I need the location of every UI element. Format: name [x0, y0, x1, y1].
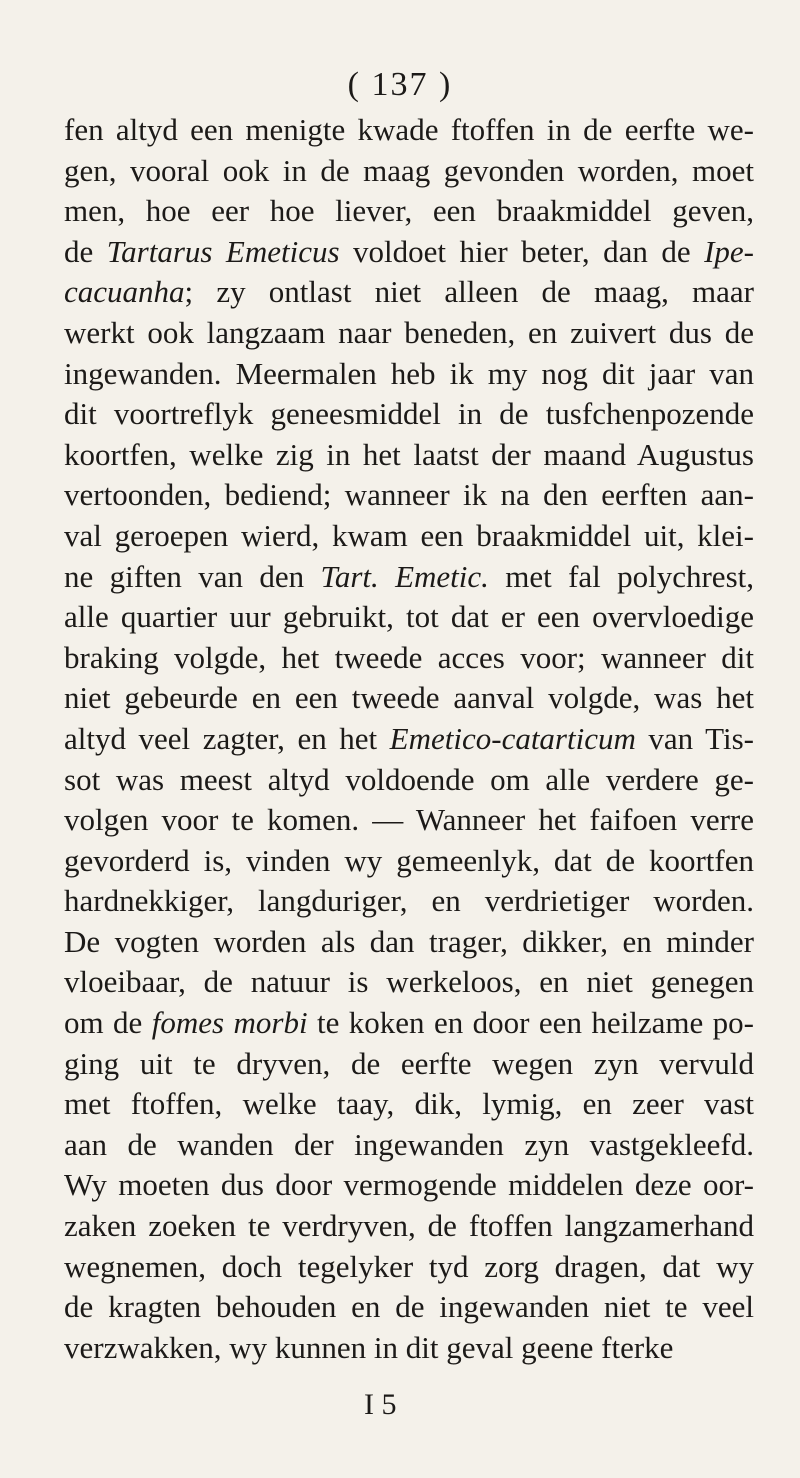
text-span: voldoet hier beter, dan de — [339, 233, 705, 269]
page-number: ( 137 ) — [347, 66, 453, 103]
body-text — [64, 110, 754, 1368]
text-line — [64, 962, 754, 1003]
text-span: vloeibaar, de natuur is werkeloos, en niet genegen — [64, 964, 754, 1000]
text-line — [64, 678, 754, 719]
text-span: vertoonden, bediend; wanneer ik na den eerften aan- — [64, 477, 754, 513]
italic-term: Tart. Emetic. — [320, 558, 489, 594]
text-line — [64, 1044, 754, 1085]
text-span: altyd veel zagter, en het — [64, 720, 390, 756]
text-span: De vogten worden als dan trager, dikker, en minder — [64, 923, 754, 959]
text-line — [64, 354, 754, 395]
text-line — [64, 557, 754, 598]
text-span: ingewanden. Meermalen heb ik my nog dit jaar van — [64, 355, 754, 391]
text-line — [64, 151, 754, 192]
text-line — [64, 1206, 754, 1247]
italic-term: Ipe- — [704, 233, 754, 269]
text-line — [64, 1084, 754, 1125]
italic-term: Tartarus Emeticus — [106, 233, 340, 269]
text-line — [64, 1287, 754, 1328]
text-span: te koken en door een heilzame po- — [307, 1005, 755, 1041]
text-line — [64, 313, 754, 354]
text-span: alle quartier uur gebruikt, tot dat er een overvloedige — [64, 599, 754, 635]
text-line — [64, 475, 754, 516]
text-line — [64, 760, 754, 801]
text-line — [64, 1247, 754, 1288]
text-line — [64, 597, 754, 638]
italic-term: fomes morbi — [151, 1005, 308, 1041]
text-span: sot was meest altyd voldoende om alle verdere ge- — [64, 761, 754, 797]
text-line — [64, 841, 754, 882]
text-line — [64, 719, 754, 760]
italic-term: cacuanha — [64, 274, 185, 310]
text-span: gen, vooral ook in de maag gevonden worden, moet — [64, 152, 754, 188]
text-line — [64, 394, 754, 435]
signature-mark: I 5 — [364, 1388, 397, 1421]
text-line — [64, 1003, 754, 1044]
text-span: wegnemen, doch tegelyker tyd zorg dragen, dat wy — [64, 1248, 754, 1284]
text-span: ; zy ontlast niet alleen de maag, maar — [184, 274, 754, 310]
text-span: val geroepen wierd, kwam een braakmiddel uit, klei- — [64, 517, 754, 553]
text-line — [64, 1328, 754, 1369]
text-span: werkt ook langzaam naar beneden, en zuivert dus de — [64, 314, 754, 350]
text-line — [64, 638, 754, 679]
text-line — [64, 110, 754, 151]
text-span: van Tis- — [635, 720, 754, 756]
text-span: ging uit te dryven, de eerfte wegen zyn vervuld — [64, 1045, 754, 1081]
text-span: koortfen, welke zig in het laatst der maand Augustus — [64, 436, 754, 472]
text-span: de kragten behouden en de ingewanden niet te veel — [64, 1289, 754, 1325]
italic-term: Emetico-catarticum — [389, 720, 636, 756]
text-line — [64, 435, 754, 476]
text-line — [64, 881, 754, 922]
text-span: ne giften van den — [64, 558, 321, 594]
text-span: niet gebeurde en een tweede aanval volgde, was het — [64, 680, 754, 716]
text-line — [64, 800, 754, 841]
text-line — [64, 922, 754, 963]
text-span: met fal polychrest, — [488, 558, 754, 594]
text-span: gevorderd is, vinden wy gemeenlyk, dat de koortfen — [64, 842, 754, 878]
text-line — [64, 191, 754, 232]
text-line — [64, 1125, 754, 1166]
text-span: men, hoe eer hoe liever, een braakmiddel geven, — [64, 193, 754, 229]
text-span: aan de wanden der ingewanden zyn vastgekleefd. — [64, 1126, 754, 1162]
text-span: braking volgde, het tweede acces voor; wanneer dit — [64, 639, 754, 675]
text-span: hardnekkiger, langduriger, en verdrietiger worden. — [64, 883, 754, 919]
text-span: met ftoffen, welke taay, dik, lymig, en zeer vast — [64, 1086, 754, 1122]
text-span: verzwakken, wy kunnen in dit geval geene fterke — [64, 1329, 674, 1365]
text-span: zaken zoeken te verdryven, de ftoffen langzamerhand — [64, 1208, 754, 1244]
text-span: Wy moeten dus door vermogende middelen deze oor- — [64, 1167, 754, 1203]
text-line — [64, 272, 754, 313]
text-span: fen altyd een menigte kwade ftoffen in de eerfte we- — [64, 112, 754, 147]
text-span: dit voortreflyk geneesmiddel in de tusfchenpozende — [64, 396, 754, 432]
text-line — [64, 232, 754, 273]
text-line — [64, 516, 754, 557]
text-span: om de — [64, 1005, 152, 1041]
text-line — [64, 1165, 754, 1206]
text-span: volgen voor te komen. — Wanneer het faifoen verre — [64, 802, 754, 838]
text-span: de — [64, 233, 107, 269]
